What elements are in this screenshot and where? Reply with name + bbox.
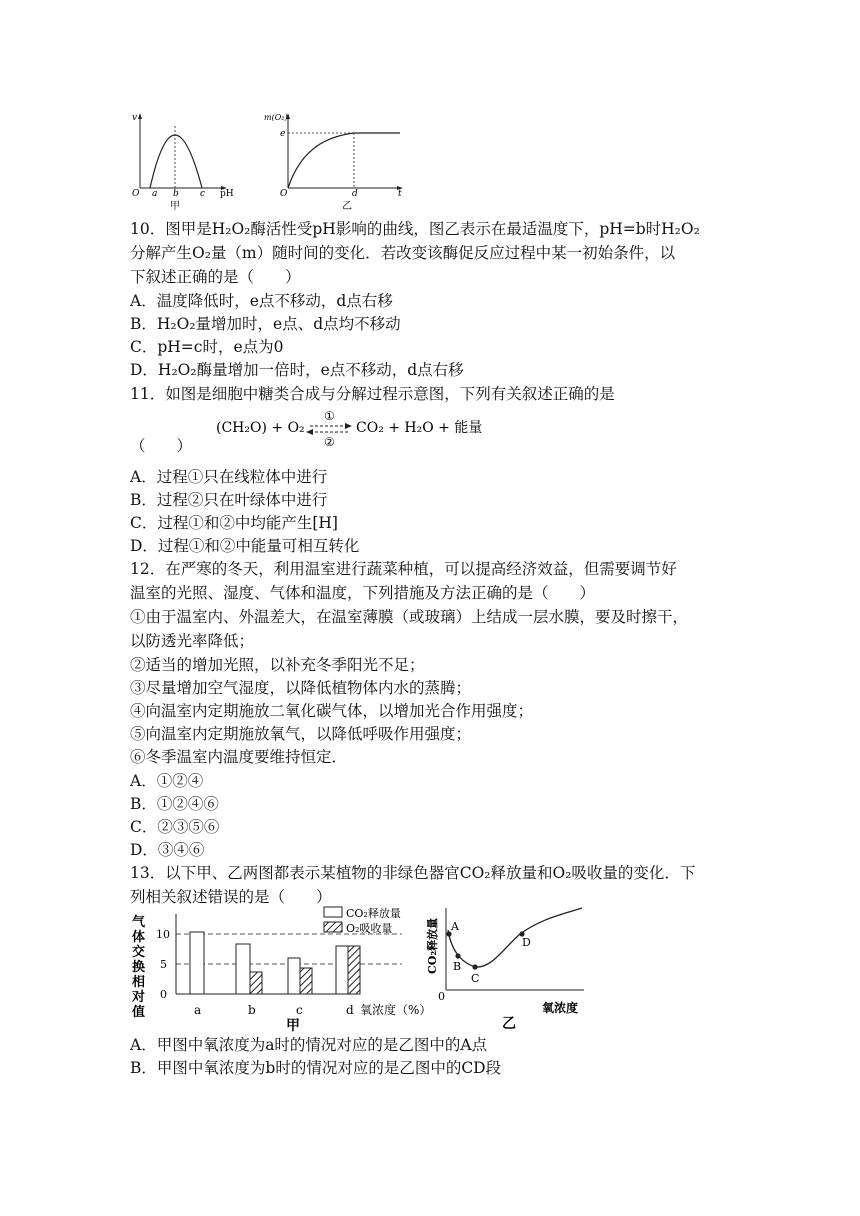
q12-option-d: D．③④⑥ <box>130 841 205 859</box>
jia-y-label: v <box>132 113 138 123</box>
q13jia-cat-d: d <box>346 1003 354 1017</box>
q12-statement-3: ③尽量增加空气湿度，以降低植物体内水的蒸腾； <box>130 679 472 697</box>
q13jia-y-label <box>131 914 150 1020</box>
q12-stem-2: 温室的光照、湿度、气体和温度，下列措施及方法正确的是（ ） <box>130 584 596 602</box>
q13-option-b: B．甲图中氧浓度为b时的情况对应的是乙图中的CD段 <box>130 1059 502 1077</box>
q13jia-cat-a: a <box>194 1003 202 1017</box>
q13yi-point-c: C <box>471 972 480 985</box>
bar-d-o2 <box>348 946 360 994</box>
q13-stem-1: 13．以下甲、乙两图都表示某植物的非绿色器官CO₂释放量和O₂吸收量的变化．下 <box>130 864 696 882</box>
q10-option-b: B．H₂O₂量增加时，e点、d点均不移动 <box>130 315 401 333</box>
q13yi-point-d: D <box>522 936 531 949</box>
q13jia-caption: 甲 <box>286 1018 300 1034</box>
q10-stem-2: 分解产生O₂量（m）随时间的变化．若改变该酶促反应过程中某一初始条件，以 <box>130 244 676 262</box>
q13jia-cat-b: b <box>248 1003 256 1017</box>
q13jia-ytick-10: 10 <box>156 928 170 941</box>
bar-b-o2 <box>250 972 262 994</box>
yi-caption: 乙 <box>342 201 352 212</box>
legend-o2-label: O₂吸收量 <box>346 922 393 935</box>
bar-b-co2 <box>236 944 250 994</box>
reaction-forward-label: ① <box>324 409 335 423</box>
q13jia-ytick-0: 0 <box>160 988 167 1001</box>
q13jia-bars <box>190 932 360 994</box>
reaction-left: (CH₂O) + O₂ <box>216 420 305 436</box>
q11-option-b: B．过程②只在叶绿体中进行 <box>130 491 328 509</box>
co2-curve <box>448 908 582 967</box>
q12-option-c: C．②③⑤⑥ <box>130 818 220 836</box>
enzyme-activity-curve <box>150 135 202 188</box>
q13jia-y-label-c1: 气 <box>132 915 146 930</box>
figure-co2-release-curve <box>424 904 594 1034</box>
bar-a-co2 <box>190 932 204 994</box>
figure-enzyme-ph-curve <box>128 110 240 210</box>
legend-co2-swatch <box>324 907 342 917</box>
q10-stem-3: 下叙述正确的是（ ） <box>130 268 301 286</box>
bar-d-co2 <box>336 946 348 994</box>
q11-paren: （ ） <box>130 437 193 455</box>
q13jia-y-label-c3: 交 <box>132 945 146 960</box>
q13jia-x-label: 氧浓度（%） <box>360 1003 432 1017</box>
q13yi-origin: 0 <box>438 990 445 1003</box>
q10-option-d: D．H₂O₂酶量增加一倍时，e点不移动，d点右移 <box>130 361 464 379</box>
q13-option-a: A．甲图中氧浓度为a时的情况对应的是乙图中的A点 <box>130 1036 488 1054</box>
jia-tick-c: c <box>200 189 206 199</box>
q12-stem-1: 12．在严寒的冬天，利用温室进行蔬菜种植，可以提高经济效益，但需要调节好 <box>130 560 677 578</box>
point-c <box>472 964 477 969</box>
legend-o2-swatch <box>324 922 342 932</box>
q13jia-y-label-c2: 体 <box>132 930 146 945</box>
legend-co2-label: CO₂释放量 <box>346 907 401 920</box>
q12-option-a: A．①②④ <box>130 772 204 790</box>
reaction-right: CO₂ + H₂O + 能量 <box>356 420 483 436</box>
q12-statement-2: ②适当的增加光照，以补充冬季阳光不足； <box>130 656 425 674</box>
q13yi-y-label: CO₂释放量 <box>426 917 439 974</box>
yi-origin: O <box>280 189 288 199</box>
reaction-backward-label: ② <box>324 435 335 449</box>
q12-statement-1a: ①由于温室内、外温差大，在温室薄膜（或玻璃）上结成一层水膜，要及时擦干， <box>130 608 689 626</box>
q12-option-b: B．①②④⑥ <box>130 795 219 813</box>
q13yi-point-b: B <box>453 960 462 973</box>
figure-gas-exchange-bars <box>130 907 432 1034</box>
q13jia-y-label-c6: 对 <box>132 990 146 1005</box>
q13-stem-2: 列相关叙述错误的是（ ） <box>130 888 332 906</box>
q13yi-caption: 乙 <box>502 1016 516 1032</box>
yi-d-label: d <box>352 189 358 199</box>
q10-option-c: C．pH=c时，e点为0 <box>130 338 284 356</box>
q12-statement-4: ④向温室内定期施放二氧化碳气体，以增加光合作用强度； <box>130 702 534 720</box>
jia-tick-b: b <box>173 189 179 199</box>
jia-caption: 甲 <box>170 201 180 212</box>
yi-y-label: m(O₂) <box>264 113 288 122</box>
figure-o2-time-curve <box>262 110 410 210</box>
q13jia-y-label-c7: 值 <box>132 1005 146 1020</box>
q11-option-c: C．过程①和②中均能产生[H] <box>130 514 338 532</box>
yi-e-label: e <box>280 129 286 139</box>
q11-option-d: D．过程①和②中能量可相互转化 <box>130 537 360 555</box>
bar-c-o2 <box>300 968 312 994</box>
o2-curve <box>288 133 400 188</box>
q13yi-point-a: A <box>451 920 459 933</box>
q12-statement-1b: 以防透光率降低； <box>130 632 255 650</box>
q10-option-a: A．温度降低时，e点不移动，d点右移 <box>130 292 393 310</box>
yi-x-label: t <box>398 189 402 199</box>
q13yi-x-label: 氧浓度 <box>542 1001 579 1015</box>
jia-origin: O <box>132 189 140 199</box>
jia-tick-a: a <box>152 189 158 199</box>
figure-reaction-equation <box>212 408 482 450</box>
q10-stem-1: 10．图甲是H₂O₂酶活性受pH影响的曲线，图乙表示在最适温度下，pH=b时H₂O₂ <box>130 220 700 238</box>
point-b <box>455 953 460 958</box>
q13jia-y-label-c4: 换 <box>132 960 146 975</box>
q11-option-a: A．过程①只在线粒体中进行 <box>130 468 328 486</box>
q13jia-cat-c: c <box>296 1003 303 1017</box>
bar-c-co2 <box>288 958 300 994</box>
q12-statement-5: ⑤向温室内定期施放氧气，以降低呼吸作用强度； <box>130 725 472 743</box>
q12-statement-6: ⑥冬季温室内温度要维持恒定． <box>130 748 348 766</box>
q13jia-y-label-c5: 相 <box>132 975 146 990</box>
jia-x-label: pH <box>220 189 234 199</box>
q13jia-ytick-5: 5 <box>160 958 167 971</box>
q11-stem-1: 11．如图是细胞中糖类合成与分解过程示意图，下列有关叙述正确的是 <box>130 385 615 403</box>
